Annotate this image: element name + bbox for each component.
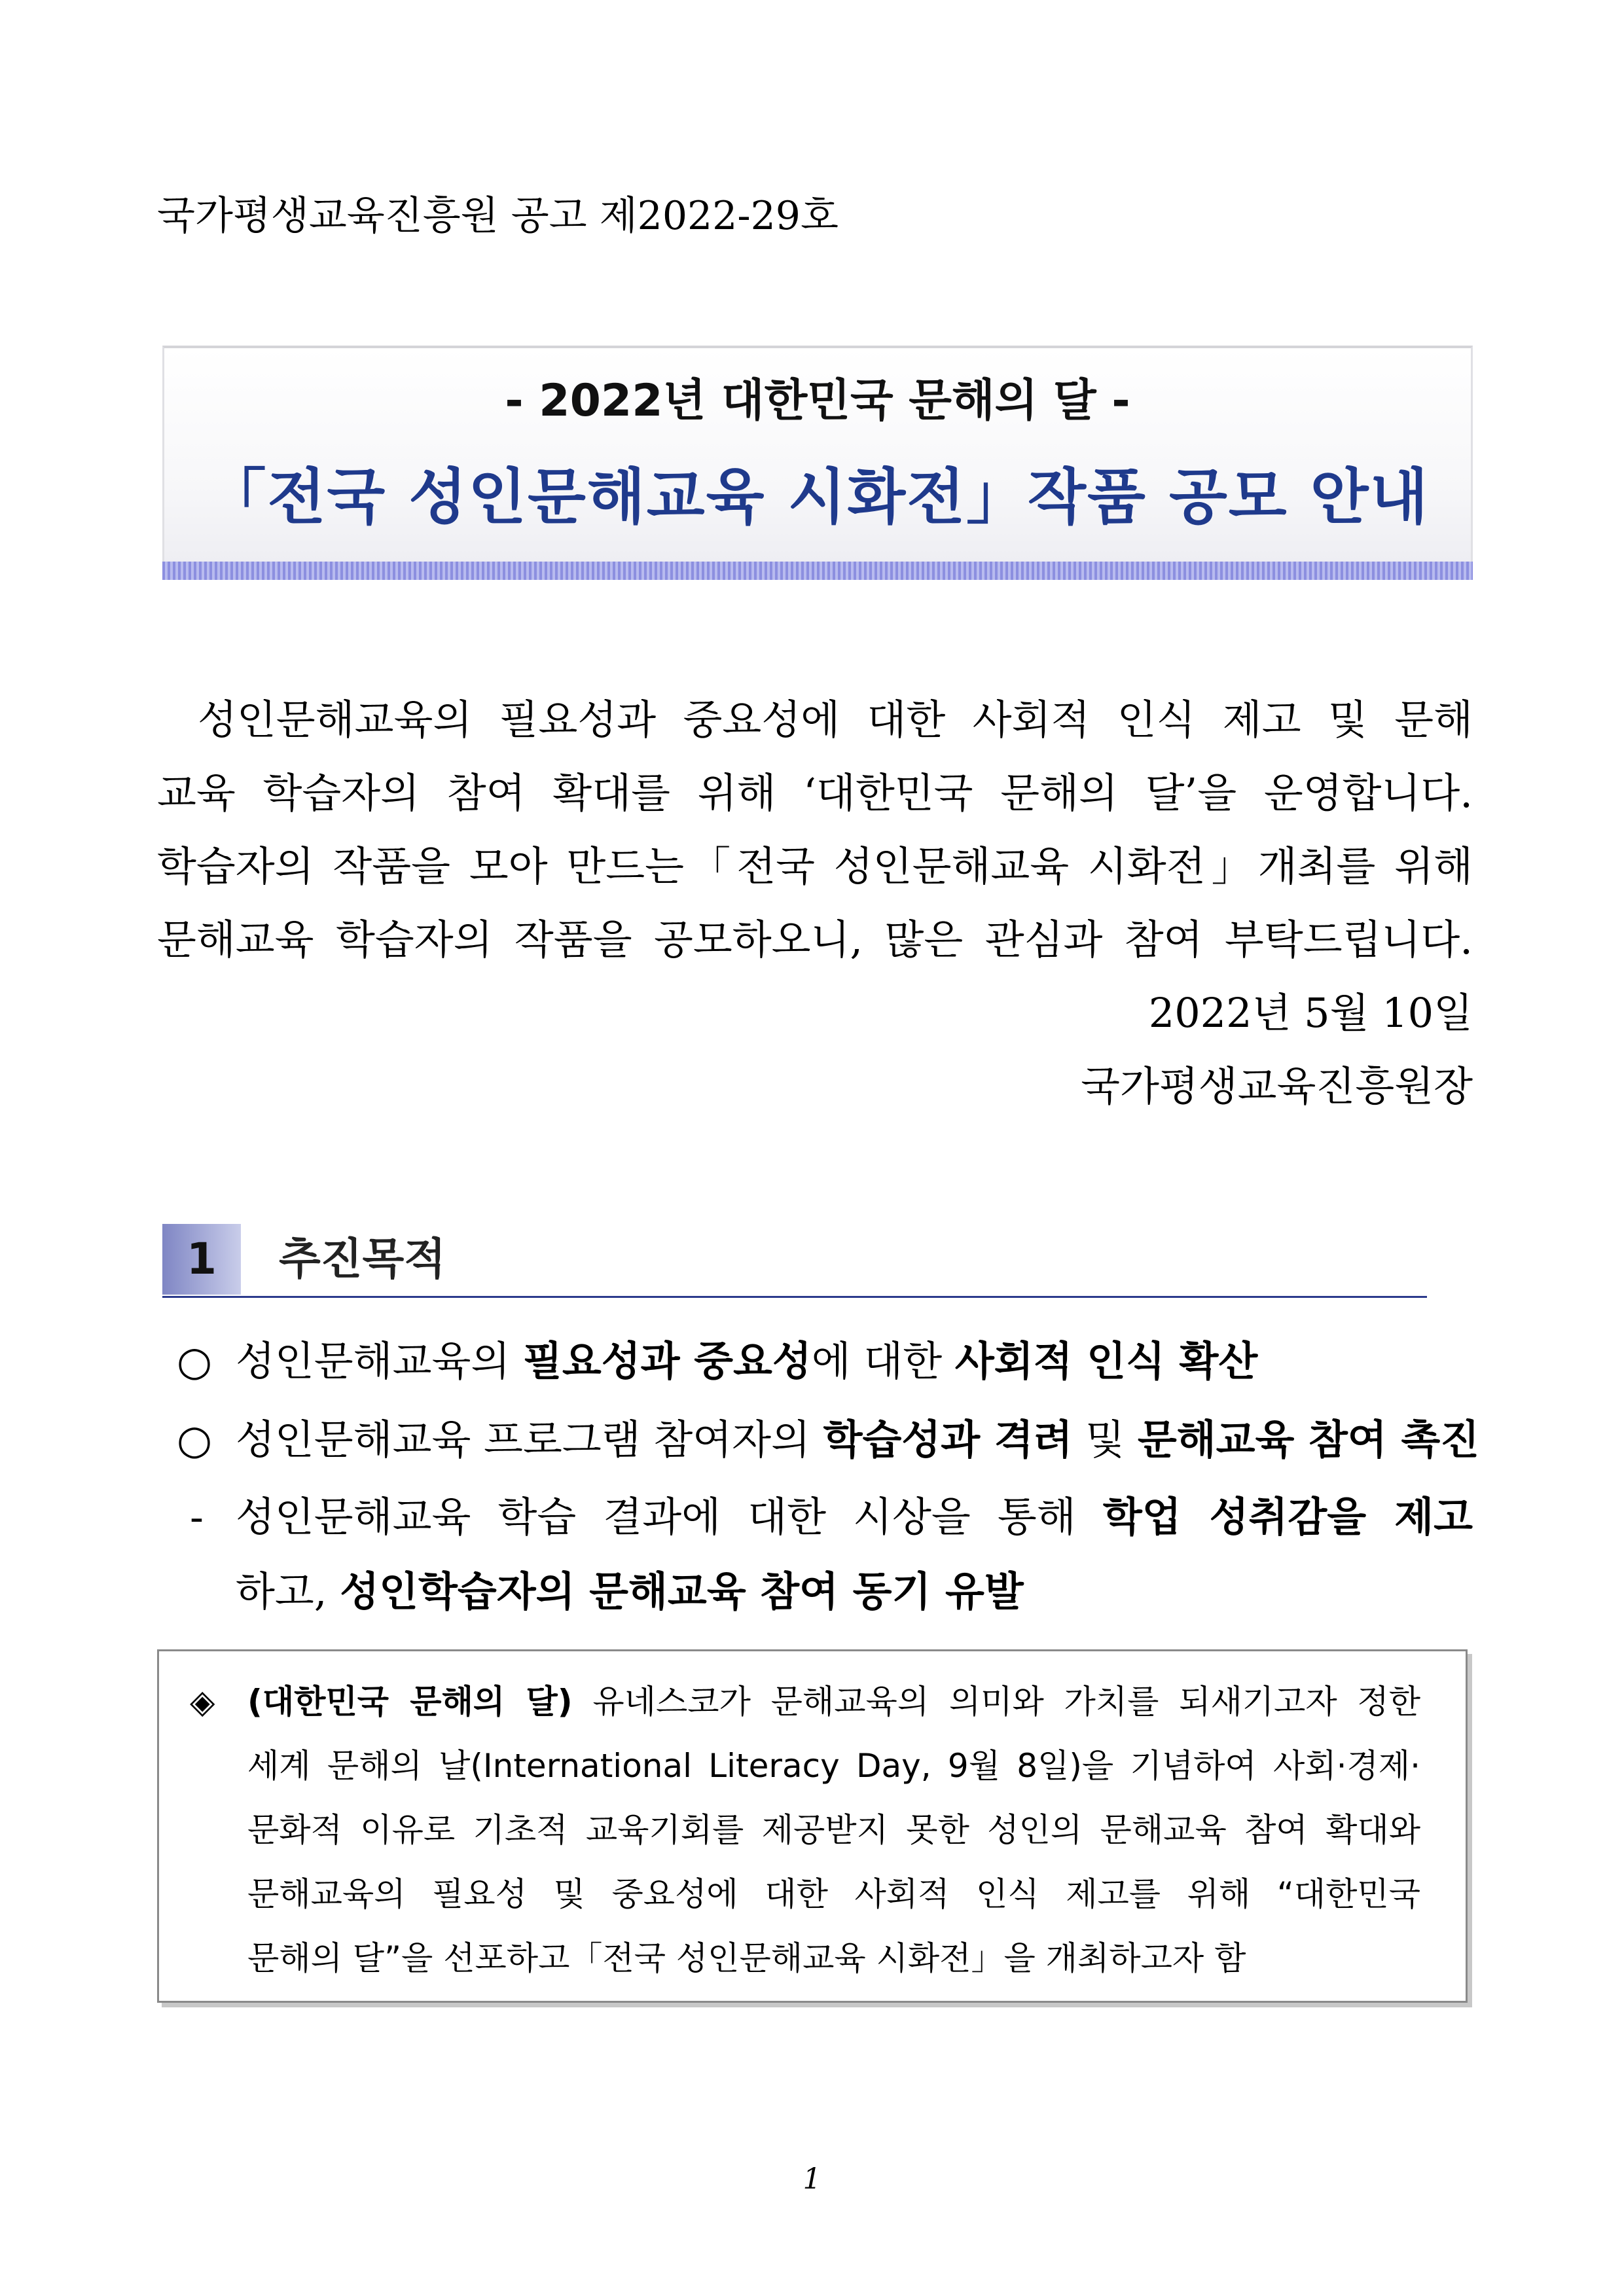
section-title: 추진목적: [279, 1234, 446, 1284]
diamond-bullet-icon: ◈: [190, 1683, 215, 1721]
page-number: 1: [803, 2162, 821, 2196]
circle-bullet-icon: ○: [177, 1337, 213, 1385]
note-line-2: 세계 문해의 날(International Literacy Day, 9월 8일)을 기념하여 사회·경제·: [247, 1747, 1420, 1785]
note-heading: (대한민국 문해의 달): [247, 1683, 573, 1721]
intro-line-3: 학습자의 작품을 모아 만드는「전국 성인문해교육 시화전」개최를 위해: [157, 842, 1473, 890]
purpose-bullet-2: ○ 성인문해교육 프로그램 참여자의 학습성과 격려 및 문해교육 참여 촉진: [177, 1414, 1473, 1466]
title-main: 「전국 성인문해교육 시화전」작품 공모 안내: [206, 462, 1430, 532]
note-line-5: 문해의 달”을 선포하고「전국 성인문해교육 시화전」을 개최하고자 함: [247, 1939, 1246, 1977]
intro-line-2: 교육 학습자의 참여 확대를 위해 ‘대한민국 문해의 달’을 운영합니다.: [157, 769, 1473, 817]
intro-line-1: 성인문해교육의 필요성과 중요성에 대한 사회적 인식 제고 및 문해: [198, 696, 1473, 744]
dash-marker: -: [190, 1493, 204, 1541]
note-line-1: ◈ (대한민국 문해의 달) 유네스코가 문해교육의 의미와 가치를 되새기고자 정한: [190, 1683, 1420, 1721]
purpose-detail-line-2: 하고, 성인학습자의 문해교육 참여 동기 유발: [236, 1568, 1024, 1615]
title-subtitle: - 2022년 대한민국 문해의 달 -: [505, 375, 1130, 427]
intro-line-4: 문해교육 학습자의 작품을 공모하오니, 많은 관심과 참여 부탁드립니다.: [157, 916, 1473, 963]
note-line-3: 문화적 이유로 기초적 교육기회를 제공받지 못한 성인의 문해교육 참여 확대와: [247, 1811, 1420, 1849]
purpose-bullet-1: ○ 성인문해교육의 필요성과 중요성에 대한 사회적 인식 확산: [177, 1335, 1473, 1388]
circle-bullet-icon: ○: [177, 1416, 213, 1463]
section-1-header: [162, 1224, 1427, 1298]
title-underline-bar: [162, 562, 1473, 580]
note-line-4: 문해교육의 필요성 및 중요성에 대한 사회적 인식 제고를 위해 “대한민국: [247, 1875, 1420, 1913]
notice-number: 국가평생교육진흥원 공고 제2022-29호: [157, 193, 839, 239]
section-number: 1: [162, 1224, 241, 1295]
purpose-detail-line-1: - 성인문해교육 학습 결과에 대한 시상을 통해 학업 성취감을 제고: [190, 1491, 1473, 1543]
issuer-name: 국가평생교육진흥원장: [1081, 1062, 1473, 1110]
notice-date: 2022년 5월 10일: [1148, 989, 1473, 1037]
